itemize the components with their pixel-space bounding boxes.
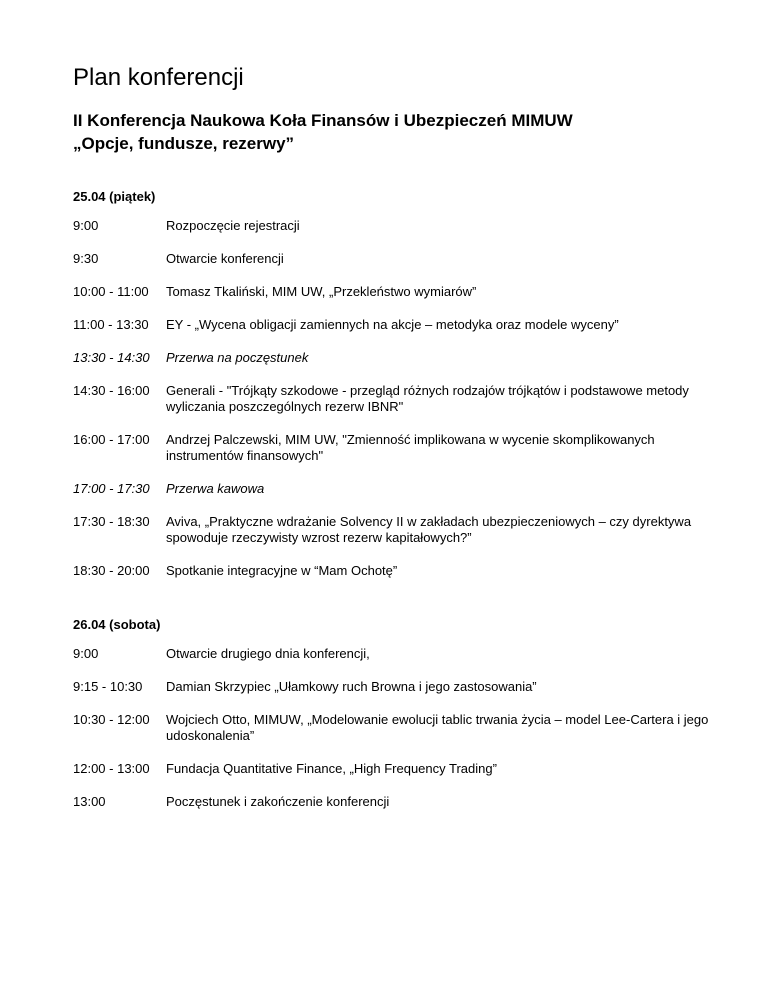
schedule-time: 13:00 <box>73 794 106 809</box>
schedule-row <box>73 563 713 579</box>
schedule-row <box>73 251 713 267</box>
schedule-time: 14:30 - 16:00 <box>73 383 150 398</box>
conference-subtitle <box>73 109 713 155</box>
schedule-time: 10:00 - 11:00 <box>73 284 149 299</box>
schedule-description: Generali - "Trójkąty szkodowe - przegląd różnych rodzajów trójkątów i podstawowe metody wyliczania poszczególnych rezerw IBNR" <box>166 383 689 414</box>
schedule-row <box>73 646 713 662</box>
schedule-description: Spotkanie integracyjne w “Mam Ochotę” <box>166 563 398 578</box>
schedule-time: 12:00 - 13:00 <box>73 761 150 776</box>
page-title: Plan konferencji <box>73 64 244 91</box>
schedule-description: Damian Skrzypiec „Ułamkowy ruch Browna i jego zastosowania” <box>166 679 537 694</box>
schedule-time: 17:30 - 18:30 <box>73 514 150 529</box>
schedule-row <box>73 712 713 744</box>
schedule-time: 9:30 <box>73 251 99 266</box>
day-section <box>73 189 713 579</box>
schedule-description: Poczęstunek i zakończenie konferencji <box>166 794 390 809</box>
schedule-row <box>73 432 713 464</box>
schedule-description: Otwarcie konferencji <box>166 251 284 266</box>
schedule-description: Przerwa na poczęstunek <box>166 350 309 365</box>
schedule-row <box>73 284 713 300</box>
schedule-time: 18:30 - 20:00 <box>73 563 150 578</box>
schedule-description: Przerwa kawowa <box>166 481 265 496</box>
schedule-description: Wojciech Otto, MIMUW, „Modelowanie ewolucji tablic trwania życia – model Lee-Cartera i jego udoskonalenia” <box>166 712 709 743</box>
schedule-description: Tomasz Tkaliński, MIM UW, „Przekleństwo wymiarów” <box>166 284 477 299</box>
schedule-time: 16:00 - 17:00 <box>73 432 150 447</box>
schedule-time: 17:00 - 17:30 <box>73 481 150 496</box>
schedule-row <box>73 383 713 415</box>
schedule-row <box>73 317 713 333</box>
schedule-time: 9:00 <box>73 218 99 233</box>
schedule-description: Fundacja Quantitative Finance, „High Frequency Trading” <box>166 761 497 776</box>
schedule-description: Rozpoczęcie rejestracji <box>166 218 300 233</box>
schedule-time: 10:30 - 12:00 <box>73 712 150 727</box>
schedule-description: Otwarcie drugiego dnia konferencji, <box>166 646 370 661</box>
schedule-time: 9:00 <box>73 646 99 661</box>
schedule-row <box>73 679 713 695</box>
conference-theme: „Opcje, fundusze, rezerwy” <box>73 134 295 153</box>
schedule-time: 11:00 - 13:30 <box>73 317 149 332</box>
document-page <box>73 62 713 827</box>
day-section <box>73 617 713 810</box>
day-header: 25.04 (piątek) <box>73 189 156 204</box>
schedule-description: EY - „Wycena obligacji zamiennych na akcje – metodyka oraz modele wyceny” <box>166 317 619 332</box>
schedule-description: Andrzej Palczewski, MIM UW, "Zmienność implikowana w wycenie skomplikowanych instrumentów finansowych" <box>166 432 655 463</box>
schedule-row <box>73 514 713 546</box>
conference-name: II Konferencja Naukowa Koła Finansów i Ubezpieczeń MIMUW <box>73 111 573 130</box>
day-header: 26.04 (sobota) <box>73 617 161 632</box>
schedule-row-break <box>73 481 713 497</box>
schedule-row <box>73 761 713 777</box>
schedule-row-break <box>73 350 713 366</box>
schedule-row <box>73 794 713 810</box>
schedule-time: 13:30 - 14:30 <box>73 350 150 365</box>
schedule-description: Aviva, „Praktyczne wdrażanie Solvency II w zakładach ubezpieczeniowych – czy dyrektywa spowoduje rzeczywisty wzrost rezerw kapitałowych?” <box>166 514 692 545</box>
schedule-time: 9:15 - 10:30 <box>73 679 143 694</box>
schedule-row <box>73 218 713 234</box>
